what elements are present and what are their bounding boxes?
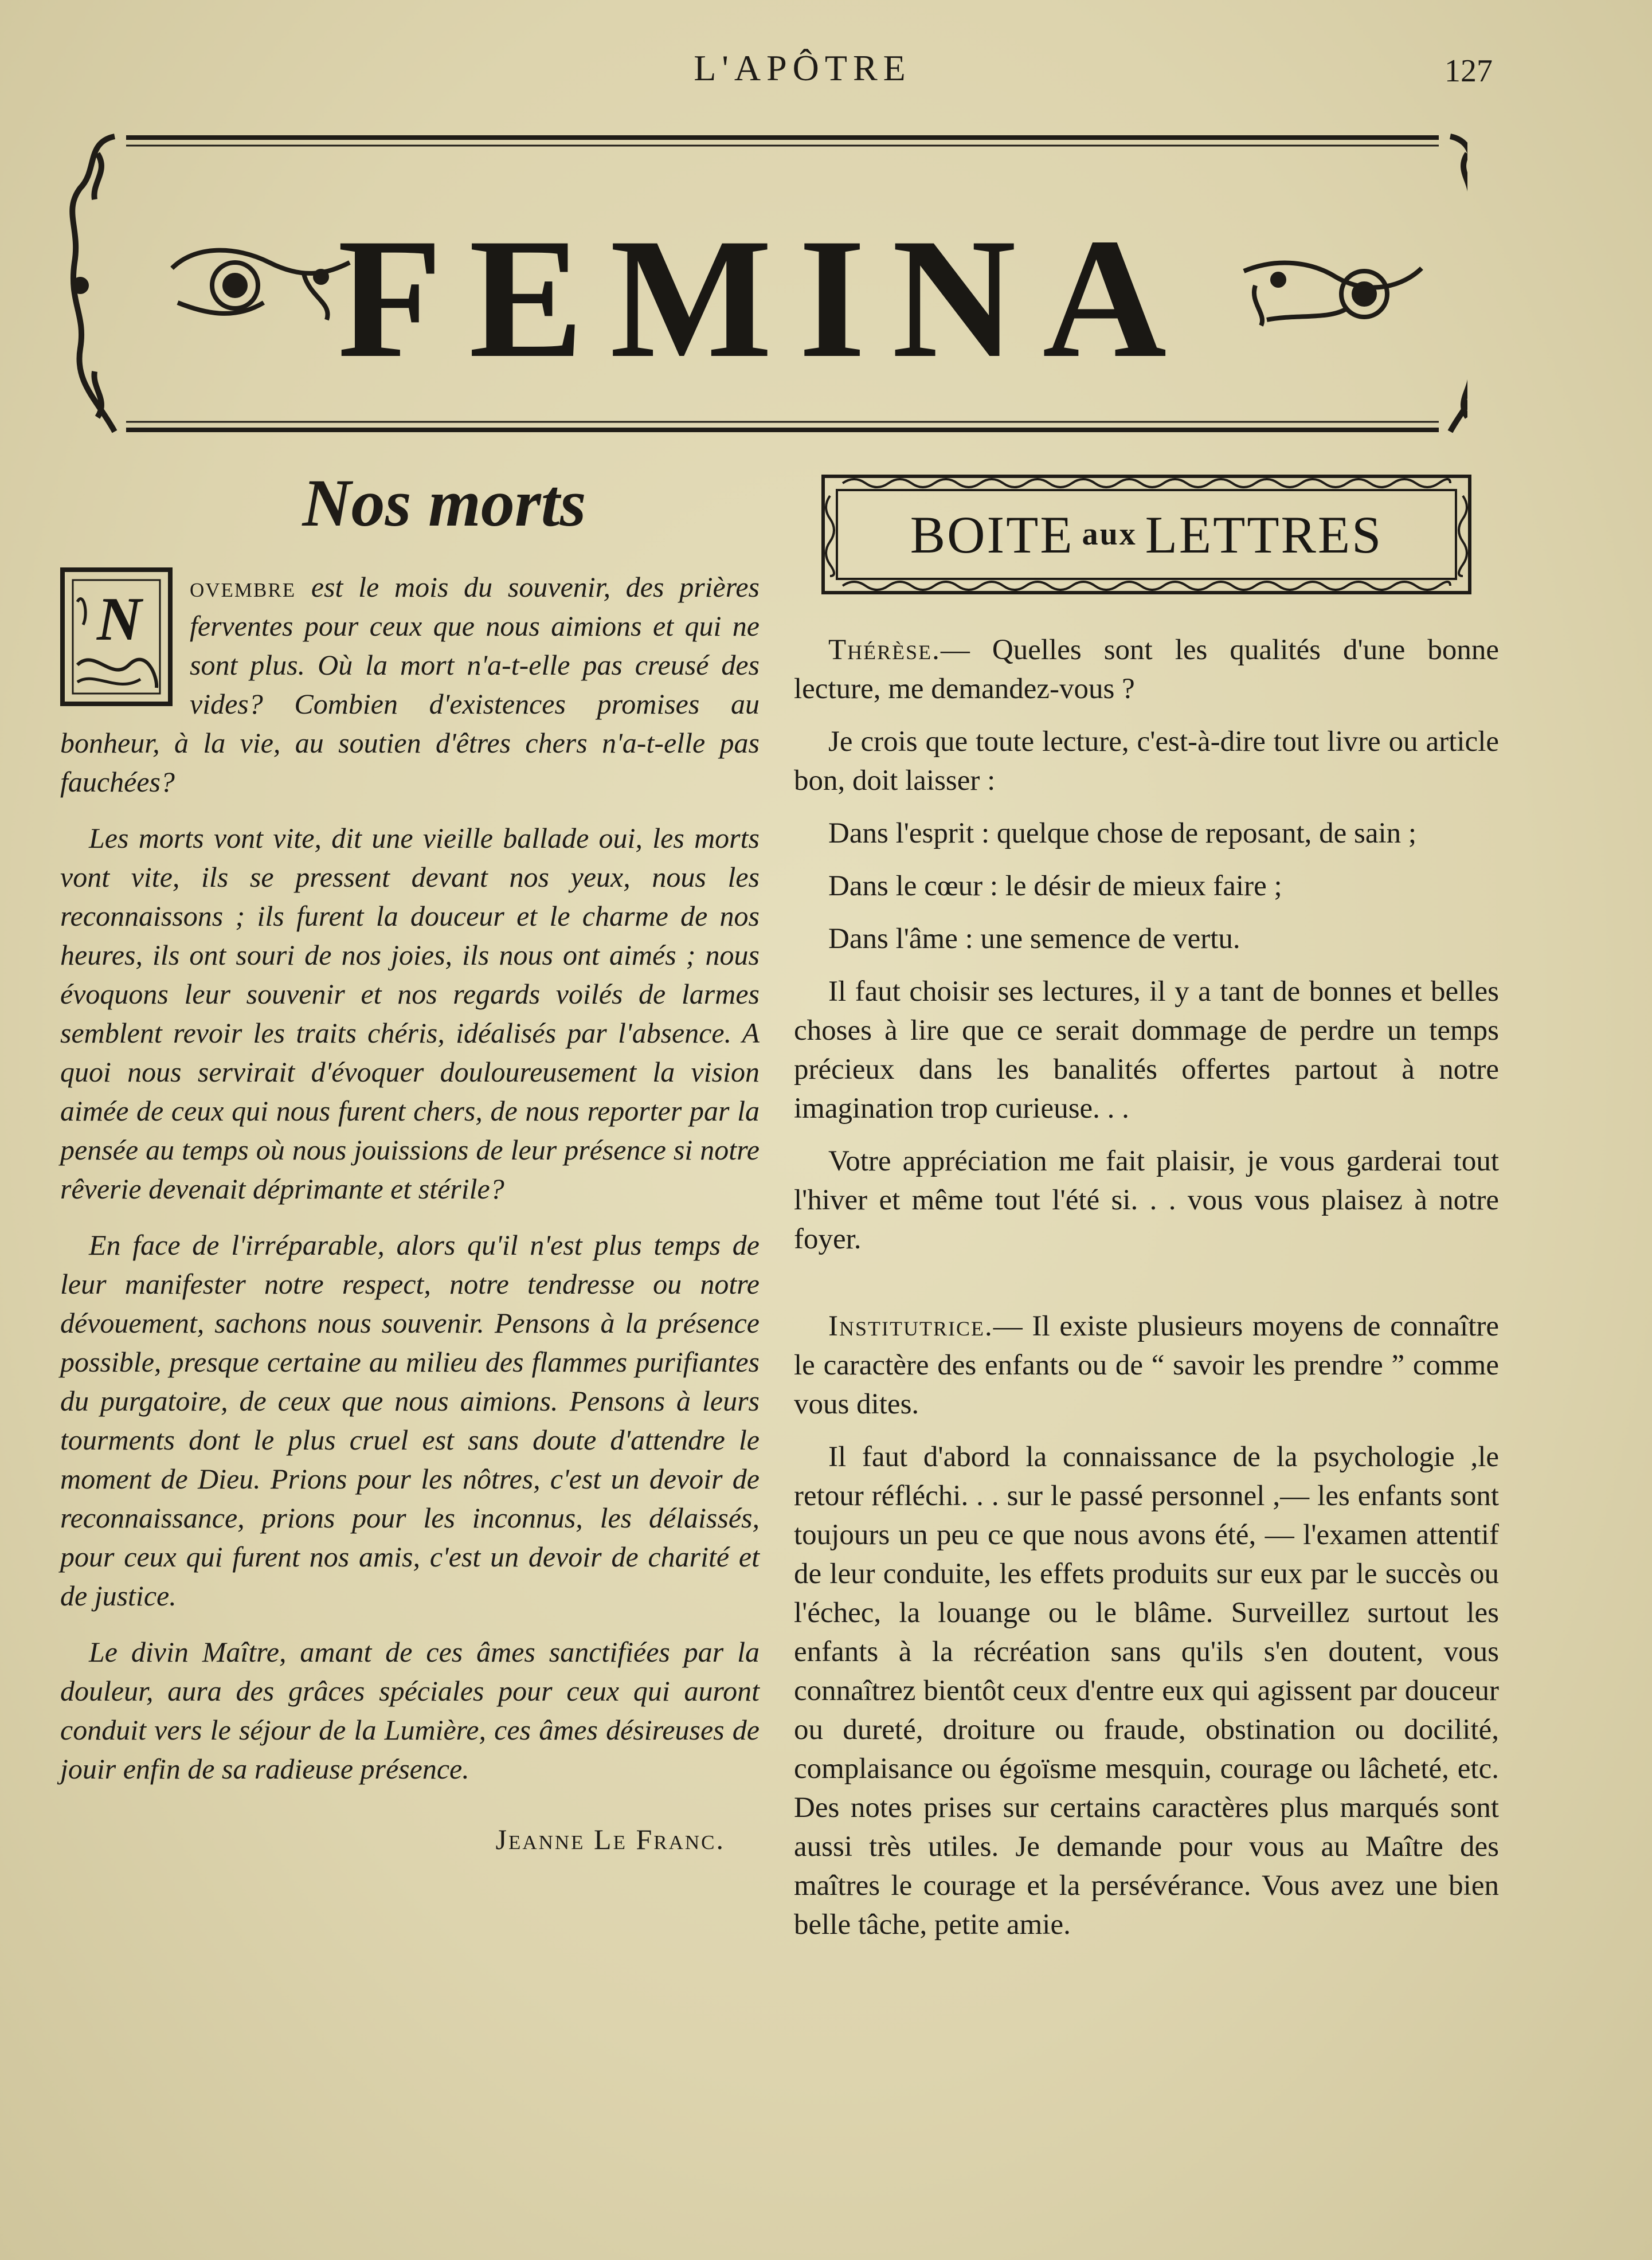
boite-title-word-1: BOITE [910, 506, 1074, 564]
letter-addressee: Institutrice. [828, 1310, 993, 1342]
article-paragraph-3: En face de l'irréparable, alors qu'il n'est plus temps de leur manifester notre respect, notre tendresse ou notre dévouement, sachons nous souvenir. Pensons à la présence possible, presque certaine au milieu des flammes purifiantes du purgatoire, de ceux que nous aimions. Pensons à leurs tourments dont le plus cruel est sans doute d'attendre le moment de Dieu. Prions pour les nôtres, c'est un devoir de reconnaissance, prions pour les inconnus, les délaissés, pour ceux qui furent nos amis, c'est un devoir de charité et de justice. [60, 1229, 760, 1612]
paragraph-lead: ovembre [190, 571, 296, 603]
letter-text: — Quelles sont les qualités d'une bonne lecture, me demandez-vous ? [794, 634, 1499, 705]
letter-therese-p6: Il faut choisir ses lectures, il y a tant de bonnes et belles choses à lire que ce serait dommage de perdre un temps précieux dans les banalités offertes partout à notre imagination trop curieuse. . . [794, 976, 1499, 1125]
article-paragraph-1 [60, 567, 760, 801]
letter-institutrice-p1 [794, 1307, 1499, 1424]
boite-aux-lettres-banner [820, 473, 1473, 596]
boite-aux-lettres-section [794, 473, 1499, 1958]
femina-title: FEMINA [337, 203, 1193, 393]
boite-aux-lettres-title [820, 504, 1473, 565]
boite-title-word-2: LETTRES [1145, 506, 1383, 564]
letter-therese-p5: Dans l'âme : une semence de vertu. [828, 923, 1240, 955]
dropcap-ornament [60, 567, 173, 706]
letter-text: — Il existe plusieurs moyens de connaître le caractère des enfants ou de “ savoir les prendre ” comme vous dites. [794, 1310, 1499, 1420]
boite-title-word-small: aux [1082, 516, 1137, 552]
letter-therese-p1 [794, 630, 1499, 708]
section-gap [794, 1272, 1499, 1307]
letter-therese-p4: Dans le cœur : le désir de mieux faire ; [828, 870, 1282, 902]
article-nos-morts [60, 464, 760, 1856]
letter-institutrice-p2: Il faut d'abord la connaissance de la psychologie ,le retour réfléchi. . . sur le passé personnel ,— les enfants sont toujours un peu ce que nous avons été, — l'examen attentif de leur conduite, les effets produits sur eux par le succès ou l'échec, la louange ou le blâme. Surveillez surtout les enfants à la récréation sans qu'ils s'en doutent, vous connaîtrez bientôt ceux d'entre eux qui agissent par douceur ou dureté, droiture ou fraude, obstination ou docilité, complaisance ou égoïsme mesquin, courage ou lâcheté, etc. Des notes prises sur certains caractères plus marqués sont aussi très utiles. Je demande pour vous au Maître des maîtres le courage et la persévérance. Vous avez une bien belle tâche, petite amie. [794, 1441, 1499, 1941]
article-paragraph-2: Les morts vont vite, dit une vieille ballade oui, les morts vont vite, ils se pressent devant nos yeux, nous les reconnaissons ; ils furent la douceur et le charme de nos heures, ils ont souri de nos joies, ils nous ont aimés ; nous évoquons leur souvenir et nos regards voilés de larmes semblent revoir les traits chéris, idéalisés par l'absence. A quoi nous servirait d'évoquer douloureusement la vision aimée de ceux qui nous furent chers, de nous reporter par la pensée au temps où nous jouissions de leur présence si notre rêverie devenait déprimante et stérile? [60, 822, 760, 1205]
page-number: 127 [1444, 53, 1493, 89]
article-signature: Jeanne Le Franc. [495, 1823, 725, 1855]
letter-therese-p7: Votre appréciation me fait plaisir, je vous garderai tout l'hiver et même tout l'été si. . . vous vous plaisez à notre foyer. [794, 1145, 1499, 1255]
article-paragraph-4: Le divin Maître, amant de ces âmes sanctifiées par la douleur, aura des grâces spéciales pour ceux qui auront conduit vers le séjour de la Lumière, ces âmes désireuses de jouir enfin de sa radieuse présence. [60, 1636, 760, 1785]
letter-therese-p3: Dans l'esprit : quelque chose de reposant, de sain ; [828, 817, 1417, 849]
article-title: Nos morts [302, 465, 586, 540]
running-head-title: L'APÔTRE [694, 48, 911, 88]
letter-therese-p2: Je crois que toute lecture, c'est-à-dire tout livre ou article bon, doit laisser : [794, 726, 1499, 797]
paragraph-text: est le mois du souvenir, des prières ferventes pour ceux que nous aimions et qui ne sont plus. Où la mort n'a-t-elle pas creusé des vides? Combien d'existences promises au bonheur, à la vie, au soutien d'êtres chers n'a-t-elle pas fauchées? [60, 571, 760, 798]
femina-header-banner [63, 131, 1467, 440]
letter-addressee: Thérèse. [828, 634, 941, 666]
dropcap-letter: N [97, 585, 142, 653]
